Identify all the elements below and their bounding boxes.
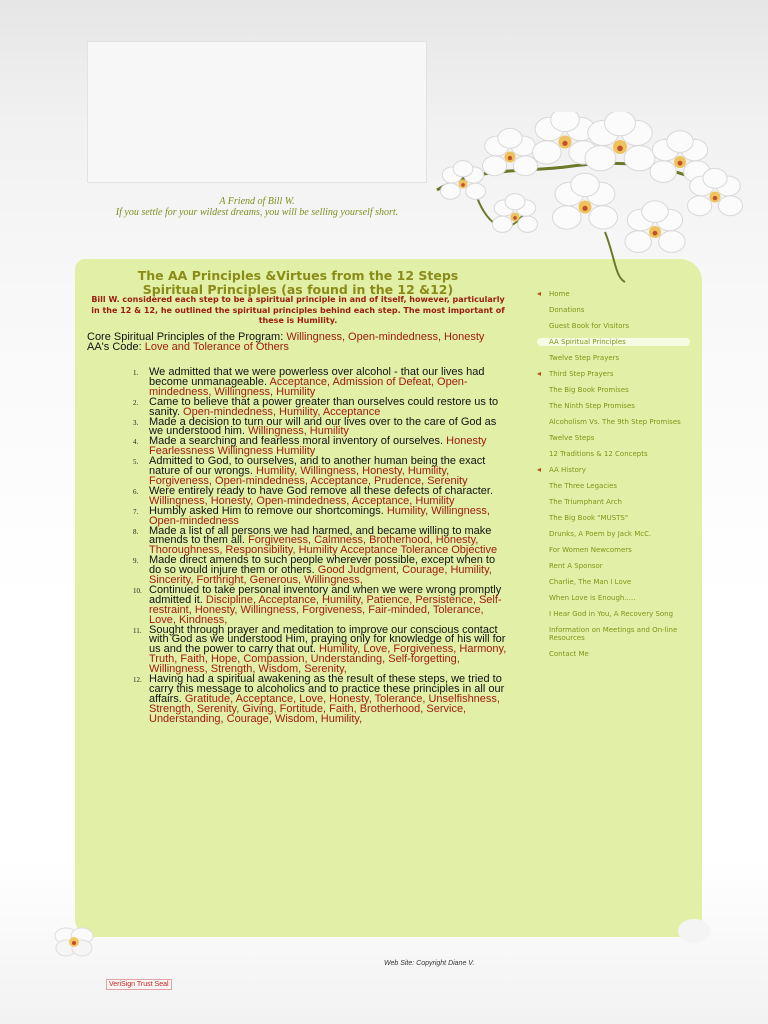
title-line2: Spiritual Principles (as found in the 12 &12) <box>142 282 454 297</box>
step-text: Sought through prayer and meditation to improve our conscious contact with God as we understood Him, praying only for knowledge of his will for us and the power to carry that out. <box>149 623 506 656</box>
step-number: 9. <box>133 557 139 566</box>
nav-item-for-women-newcomers[interactable]: For Women Newcomers <box>549 546 632 554</box>
step-virtues: Gratitude, Acceptance, Love, Honesty, Tolerance, Unselfishness, Strength, Serenity, Giving, Fortitude, Faith, Brotherhood, Service, Understanding, Courage, Wisdom, Humility, <box>149 692 500 725</box>
step-number: 10. <box>133 586 142 595</box>
nav-item-12-traditions-12-concepts[interactable]: 12 Traditions & 12 Concepts <box>549 450 648 458</box>
step-virtues: Humility, Willingness, Open-mindedness <box>149 504 490 527</box>
small-orchid-image <box>48 922 100 960</box>
step-text: We admitted that we were powerless over alcohol - that our lives had become unmanageable. <box>149 366 485 388</box>
tagline <box>87 196 427 218</box>
step-number: 8. <box>133 527 139 536</box>
step-virtues: Acceptance, Admission of Defeat, Open-mindedness, Willingness, Humility <box>149 375 468 398</box>
step-number: 2. <box>133 398 139 407</box>
nav-item-the-triumphant-arch[interactable]: The Triumphant Arch <box>549 498 622 506</box>
code-label: AA's Code: <box>87 341 142 353</box>
step-text: Made a decision to turn our will and our lives over to the care of God as we understood him. <box>149 415 497 438</box>
orchid-flowers-image <box>415 112 760 287</box>
step-number: 5. <box>133 458 139 467</box>
step-virtues: Honesty Fearlessness Willingness Humility <box>149 435 487 458</box>
step-item <box>133 673 509 725</box>
step-number: 7. <box>133 507 139 516</box>
step-item <box>133 455 509 487</box>
nav-item-when-love-is-enough[interactable]: When Love is Enough..... <box>549 594 636 602</box>
step-text: Came to believe that a power greater than ourselves could restore us to sanity. <box>149 395 499 418</box>
nav-item-information-on-meetings-and-on-line-resources[interactable]: Information on Meetings and On-line Resources <box>549 626 678 642</box>
nav-item-rent-a-sponsor[interactable]: Rent A Sponsor <box>549 562 603 570</box>
nav-item-drunks-a-poem-by-jack-mcc[interactable]: Drunks, A Poem by Jack McC. <box>549 530 652 538</box>
code-values: Love and Tolerance of Others <box>144 341 289 353</box>
nav-item-twelve-step-prayers[interactable]: Twelve Step Prayers <box>549 354 620 362</box>
step-number: 6. <box>133 487 139 496</box>
nav-item-guest-book-for-visitors[interactable]: Guest Book for Visitors <box>549 322 630 330</box>
nav-item-the-ninth-step-promises[interactable]: The Ninth Step Promises <box>549 402 635 410</box>
core-values: Willingness, Open-mindedness, Honesty <box>286 331 485 343</box>
sidebar-nav <box>537 290 690 658</box>
nav-item-the-big-book-promises[interactable]: The Big Book Promises <box>549 386 629 394</box>
title-line1: The AA Principles &Virtues from the 12 Steps <box>137 268 459 283</box>
step-number: 1. <box>133 369 139 377</box>
nav-item-the-three-legacies[interactable]: The Three Legacies <box>549 482 618 490</box>
step-text: Having had a spiritual awakening as the result of these steps, we tried to carry this message to alcoholics and to practice these principles in all our affairs. <box>149 673 505 705</box>
tagline-line2: If you settle for your wildest dreams, you will be selling yourself short. <box>115 207 399 218</box>
verisign-seal[interactable]: VeriSign Trust Seal <box>106 979 172 990</box>
nav-item-i-hear-god-in-you-a-recovery-song[interactable]: I Hear God in You, A Recovery Song <box>549 610 674 618</box>
nav-item-aa-spiritual-principles[interactable]: AA Spiritual Principles <box>537 338 690 346</box>
nav-item-twelve-steps[interactable]: Twelve Steps <box>549 434 595 442</box>
step-item <box>133 554 509 587</box>
nav-item-third-step-prayers[interactable]: ◂ Third Step Prayers <box>537 370 690 378</box>
core-principles <box>87 332 507 352</box>
step-text: Made direct amends to such people wherever possible, except when to do so would injure them or others. <box>149 554 496 577</box>
step-item <box>133 583 509 626</box>
step-number: 3. <box>133 418 139 427</box>
header-banner-box <box>87 41 427 183</box>
step-text: Were entirely ready to have God remove all these defects of character. <box>149 484 494 497</box>
nav-item-aa-history[interactable]: ◂ AA History <box>537 466 690 474</box>
intro-text: Bill W. considered each step to be a spiritual principle in and of itself, however, particularly in the 12 & 12, he outlined the spiritual principles behind each step. The most important of these is Humility. <box>91 295 505 325</box>
step-virtues: Humility, Willingness, Honesty, Humility, Forgiveness, Open-mindedness, Acceptance, Prudence, Serenity <box>149 465 468 487</box>
step-virtues: Willingness, Humility <box>248 425 349 438</box>
step-number: 11. <box>133 626 142 635</box>
nav-item-home[interactable]: ◂ Home <box>537 290 690 298</box>
step-virtues: Open-mindedness, Humility, Acceptance <box>183 405 381 418</box>
nav-item-the-big-book-musts[interactable]: The Big Book "MUSTS" <box>549 514 629 522</box>
nav-item-charlie-the-man-i-love[interactable]: Charlie, The Man I Love <box>549 578 632 586</box>
step-virtues: Forgiveness, Calmness, Brotherhood, Honesty, Thoroughness, Responsibility, Humility Acceptance Tolerance Objective <box>149 534 498 557</box>
step-text: Made a list of all persons we had harmed, and became willing to make amends to them all. <box>149 524 492 547</box>
step-virtues: Humility, Love, Forgiveness, Harmony, Truth, Faith, Hope, Compassion, Understanding, Self-forgetting, Willingness, Strength, Wisdom, Serenity, <box>149 643 507 676</box>
copyright-text: Web Site: Copyright Diane V. <box>384 960 475 967</box>
step-virtues: Willingness, Honesty, Open-mindedness, Acceptance, Humility <box>149 494 455 507</box>
step-item <box>133 623 509 676</box>
step-item <box>133 366 509 398</box>
step-text: Made a searching and fearless moral inventory of ourselves. <box>149 435 444 448</box>
step-virtues: Discipline, Acceptance, Humility, Patience, Persistence, Self-restraint, Honesty, Willingness, Forgiveness, Fair-minded, Tolerance, Love, Kindness, <box>149 593 502 626</box>
step-item <box>133 524 509 557</box>
step-text: Admitted to God, to ourselves, and to another human being the exact nature of our wrongs. <box>149 455 486 478</box>
nav-item-donations[interactable]: Donations <box>549 306 585 314</box>
step-number: 12. <box>133 676 142 685</box>
page-title <box>88 269 508 297</box>
step-text: Continued to take personal inventory and when we were wrong promptly admitted it. <box>149 583 502 606</box>
step-text: Humbly asked Him to remove our shortcomings. <box>149 504 384 517</box>
step-virtues: Good Judgment, Courage, Humility, Sincerity, Forthright, Generous, Willingness, <box>149 564 492 587</box>
nav-item-alcoholism-vs-the-9th-step-promises[interactable]: Alcoholism Vs. The 9th Step Promises <box>549 418 681 426</box>
tagline-line1: A Friend of Bill W. <box>219 196 295 207</box>
core-label: Core Spiritual Principles of the Program: <box>87 331 284 343</box>
steps-list <box>133 366 509 725</box>
step-number: 4. <box>133 438 139 447</box>
nav-item-contact-me[interactable]: Contact Me <box>549 650 589 658</box>
